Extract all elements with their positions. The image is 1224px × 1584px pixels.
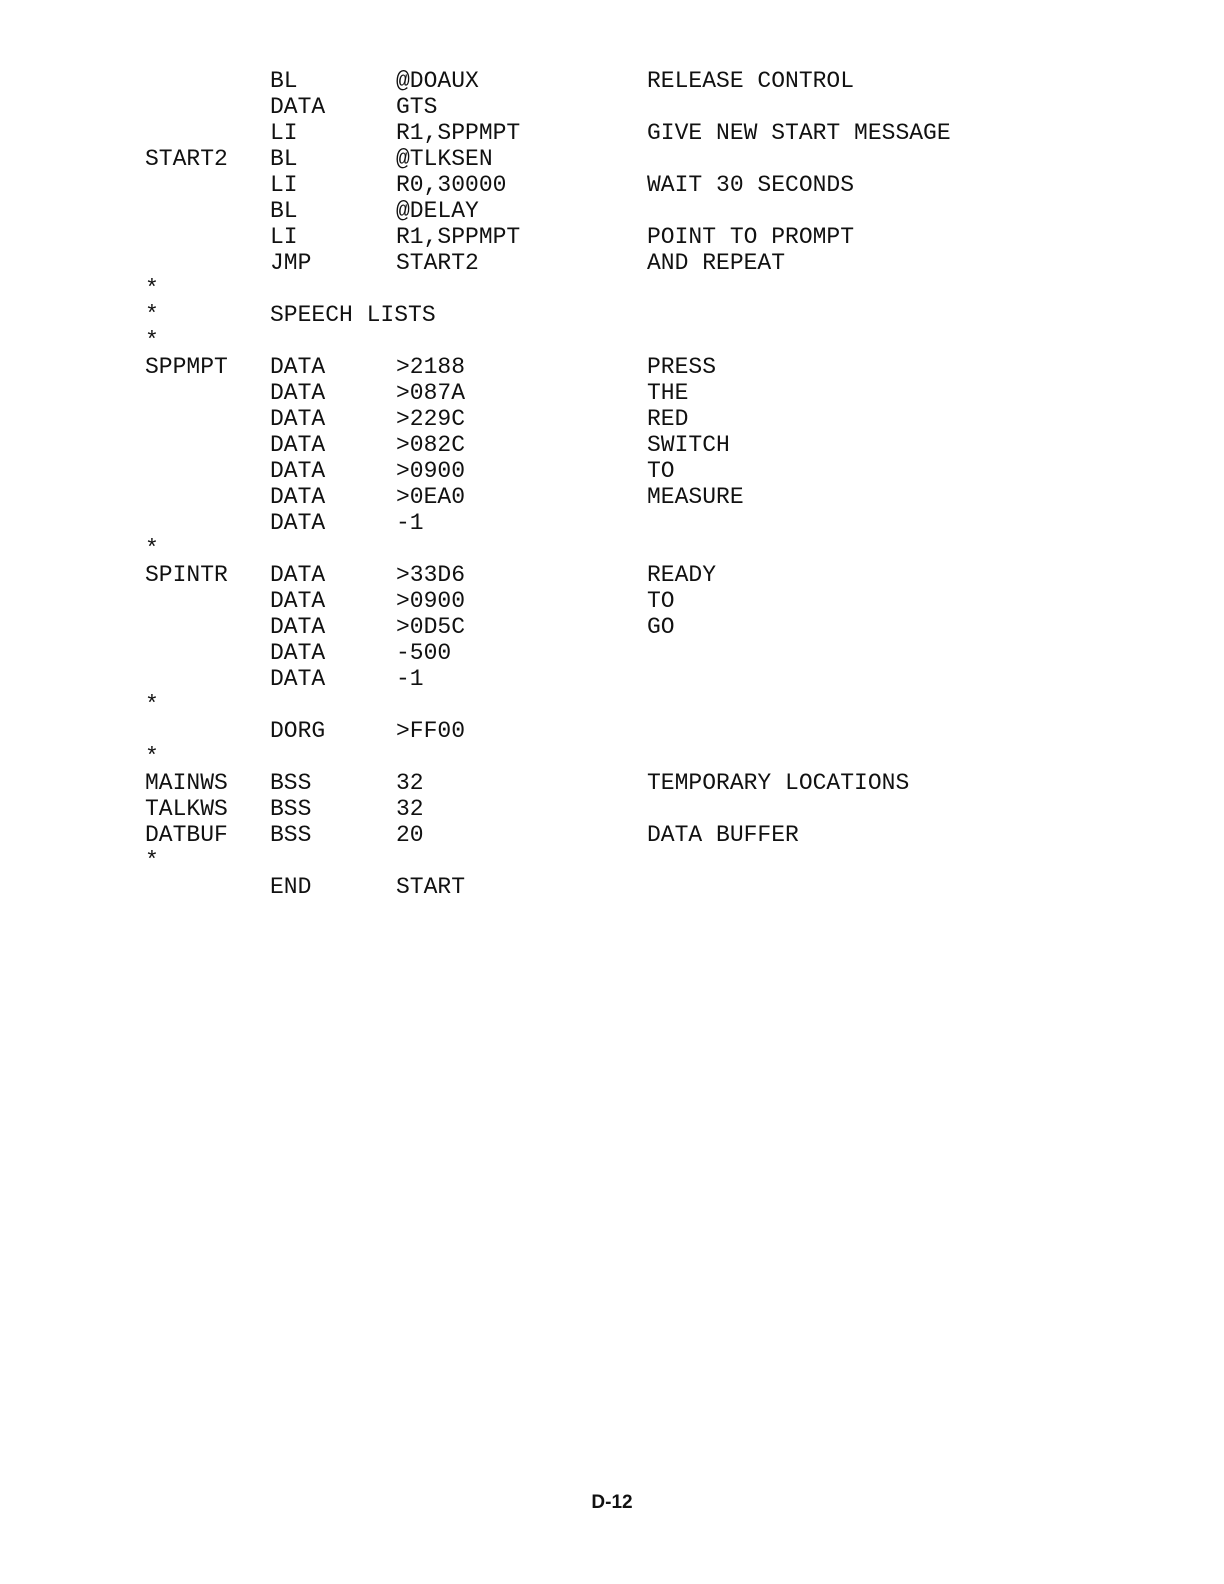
- line-label: START2: [145, 146, 228, 172]
- comment-line: [145, 744, 1145, 770]
- line-operand: -1: [396, 510, 424, 536]
- line-label: *: [145, 848, 159, 874]
- line-label: *: [145, 744, 159, 770]
- line-operand: START2: [396, 250, 479, 276]
- line-opcode: DATA: [270, 562, 326, 588]
- line-opcode: BSS: [270, 822, 312, 848]
- code-line: [145, 458, 1145, 484]
- code-line: [145, 224, 1145, 250]
- line-label: DATBUF: [145, 822, 228, 848]
- line-label: *: [145, 302, 159, 328]
- line-opcode: DATA: [270, 380, 326, 406]
- code-line: [145, 432, 1145, 458]
- line-operand: @DOAUX: [396, 68, 479, 94]
- line-operand: START: [396, 874, 466, 900]
- code-line: [145, 250, 1145, 276]
- code-line: [145, 94, 1145, 120]
- line-operand: -1: [396, 666, 424, 692]
- comment-line: [145, 536, 1145, 562]
- line-comment: RELEASE CONTROL: [647, 68, 855, 94]
- line-operand: >33D6: [396, 562, 466, 588]
- line-comment: PRESS: [647, 354, 717, 380]
- line-opcode: DATA: [270, 484, 326, 510]
- line-comment: TO: [647, 458, 675, 484]
- line-label: TALKWS: [145, 796, 228, 822]
- line-operand: GTS: [396, 94, 438, 120]
- line-opcode: DATA: [270, 588, 326, 614]
- line-opcode: JMP: [270, 250, 312, 276]
- code-line: [145, 822, 1145, 848]
- line-comment: TEMPORARY LOCATIONS: [647, 770, 910, 796]
- line-operand: >2188: [396, 354, 466, 380]
- line-label: *: [145, 536, 159, 562]
- line-operand: >082C: [396, 432, 466, 458]
- line-operand: >087A: [396, 380, 466, 406]
- line-operand: R0,30000: [396, 172, 507, 198]
- code-line: [145, 172, 1145, 198]
- line-comment: READY: [647, 562, 717, 588]
- line-opcode: DATA: [270, 458, 326, 484]
- line-operand: @DELAY: [396, 198, 479, 224]
- line-comment: DATA BUFFER: [647, 822, 799, 848]
- line-opcode: BL: [270, 146, 298, 172]
- code-line: [145, 198, 1145, 224]
- line-operand: >229C: [396, 406, 466, 432]
- line-comment: AND REPEAT: [647, 250, 786, 276]
- line-operand: 32: [396, 770, 424, 796]
- comment-line: [145, 848, 1145, 874]
- line-opcode: DATA: [270, 432, 326, 458]
- line-operand: >0900: [396, 588, 466, 614]
- line-label: MAINWS: [145, 770, 228, 796]
- code-line: [145, 146, 1145, 172]
- code-line: [145, 614, 1145, 640]
- line-opcode: END: [270, 874, 312, 900]
- line-opcode: DATA: [270, 640, 326, 666]
- comment-line: [145, 692, 1145, 718]
- line-operand: R1,SPPMPT: [396, 120, 521, 146]
- line-operand: R1,SPPMPT: [396, 224, 521, 250]
- page-number: D-12: [591, 1492, 633, 1513]
- line-label: SPPMPT: [145, 354, 228, 380]
- line-comment: WAIT 30 SECONDS: [647, 172, 855, 198]
- code-line: [145, 406, 1145, 432]
- line-opcode: BL: [270, 198, 298, 224]
- line-label: *: [145, 692, 159, 718]
- code-line: [145, 796, 1145, 822]
- line-opcode: BSS: [270, 770, 312, 796]
- line-operand: >0EA0: [396, 484, 466, 510]
- assembly-listing: [145, 68, 1145, 900]
- line-opcode: BSS: [270, 796, 312, 822]
- line-opcode: DATA: [270, 666, 326, 692]
- line-opcode: DATA: [270, 510, 326, 536]
- code-line: [145, 718, 1145, 744]
- line-comment: GIVE NEW START MESSAGE: [647, 120, 951, 146]
- line-operand: @TLKSEN: [396, 146, 493, 172]
- line-operand: >0900: [396, 458, 466, 484]
- code-line: [145, 562, 1145, 588]
- section-heading-line: [145, 302, 1145, 328]
- code-line: [145, 874, 1145, 900]
- line-operand: >FF00: [396, 718, 466, 744]
- code-line: [145, 380, 1145, 406]
- line-label: *: [145, 276, 159, 302]
- line-opcode: DATA: [270, 614, 326, 640]
- code-line: [145, 588, 1145, 614]
- code-line: [145, 68, 1145, 94]
- line-comment: TO: [647, 588, 675, 614]
- comment-line: [145, 328, 1145, 354]
- line-opcode: DATA: [270, 406, 326, 432]
- line-opcode: LI: [270, 172, 298, 198]
- line-comment: THE: [647, 380, 689, 406]
- code-line: [145, 510, 1145, 536]
- line-opcode: DATA: [270, 354, 326, 380]
- line-label: *: [145, 328, 159, 354]
- line-comment: GO: [647, 614, 675, 640]
- comment-line: [145, 276, 1145, 302]
- code-line: [145, 640, 1145, 666]
- line-operand: 32: [396, 796, 424, 822]
- code-line: [145, 120, 1145, 146]
- line-opcode: DATA: [270, 94, 326, 120]
- line-label: SPINTR: [145, 562, 228, 588]
- line-comment: POINT TO PROMPT: [647, 224, 855, 250]
- line-opcode: LI: [270, 120, 298, 146]
- code-line: [145, 354, 1145, 380]
- line-opcode: DORG: [270, 718, 326, 744]
- line-operand: 20: [396, 822, 424, 848]
- line-opcode: BL: [270, 68, 298, 94]
- code-line: [145, 484, 1145, 510]
- line-comment: RED: [647, 406, 689, 432]
- line-comment: MEASURE: [647, 484, 744, 510]
- section-heading: SPEECH LISTS: [270, 302, 436, 328]
- line-operand: >0D5C: [396, 614, 466, 640]
- line-comment: SWITCH: [647, 432, 730, 458]
- code-line: [145, 666, 1145, 692]
- line-operand: -500: [396, 640, 452, 666]
- line-opcode: LI: [270, 224, 298, 250]
- code-line: [145, 770, 1145, 796]
